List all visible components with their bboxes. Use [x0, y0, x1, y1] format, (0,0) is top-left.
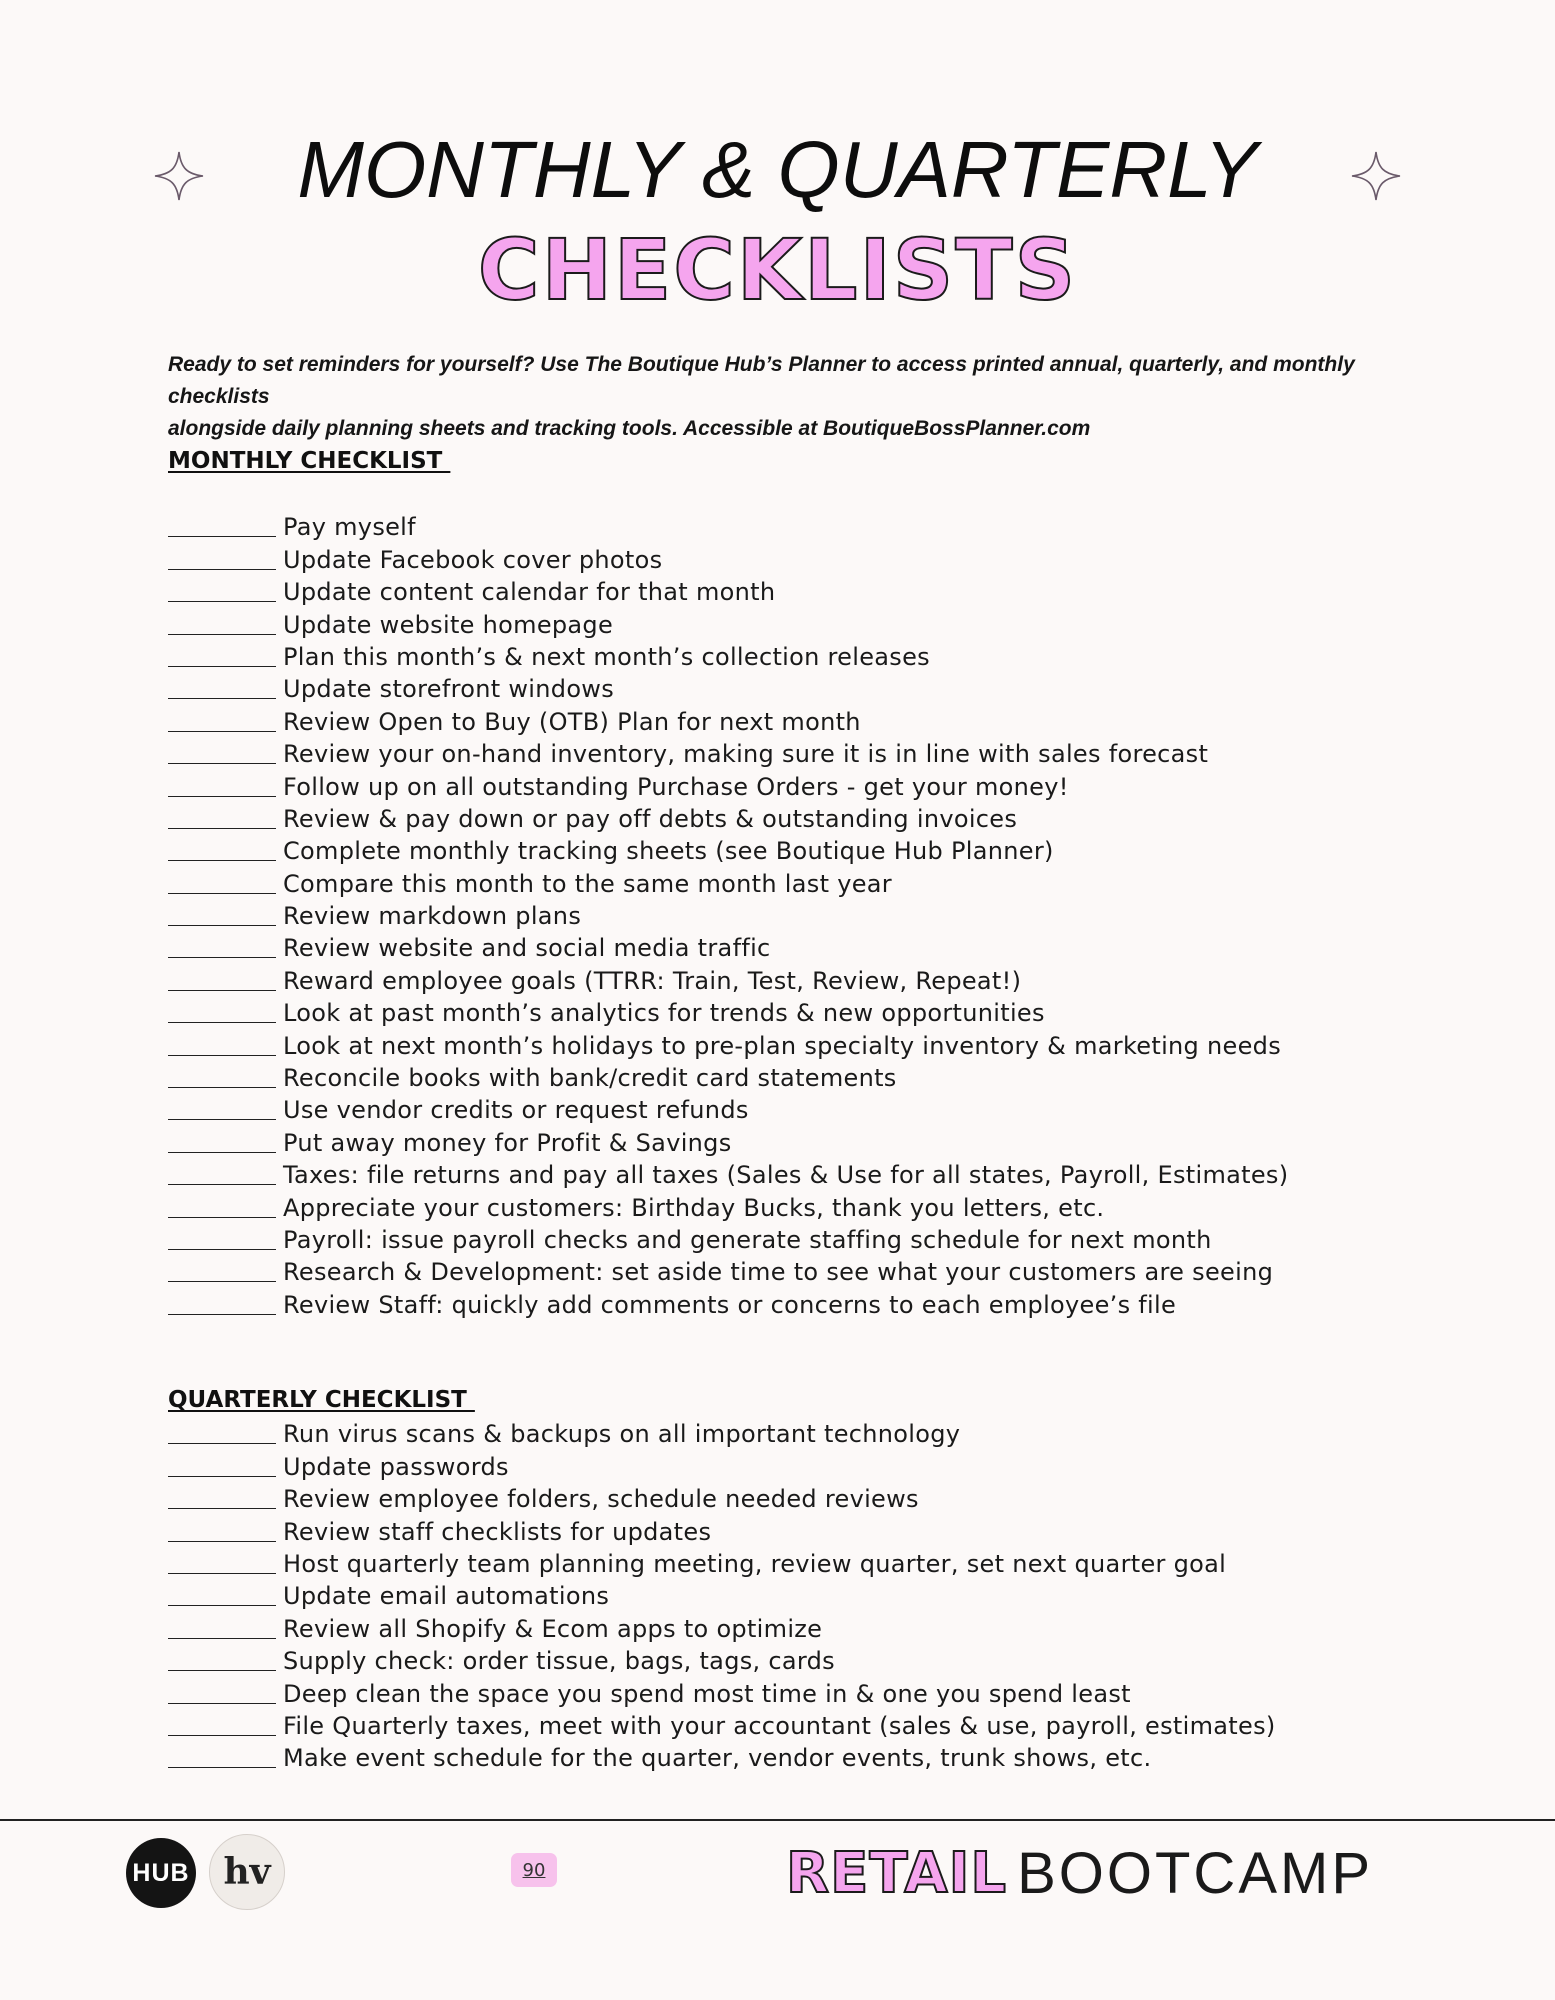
checklist-item-text: Put away money for Profit & Savings — [283, 1128, 732, 1157]
checkbox-blank-line[interactable] — [168, 762, 276, 764]
checklist-item-text: Follow up on all outstanding Purchase Orders - get your money! — [283, 772, 1069, 801]
checklist-item-text: Payroll: issue payroll checks and generate staffing schedule for next month — [283, 1225, 1212, 1254]
checklist-item — [168, 640, 1398, 672]
checkbox-blank-line[interactable] — [168, 924, 276, 926]
checkbox-blank-line[interactable] — [168, 989, 276, 991]
checkbox-blank-line[interactable] — [168, 730, 276, 732]
checkbox-blank-line[interactable] — [168, 1572, 276, 1574]
monthly-checklist-heading: MONTHLY CHECKLIST — [168, 448, 451, 474]
checklist-item-text: Update passwords — [283, 1452, 509, 1481]
brand-bootcamp: BOOTCAMP — [1017, 1840, 1374, 1906]
checkbox-blank-line[interactable] — [168, 1604, 276, 1606]
checklist-item — [168, 1741, 1398, 1773]
checklist-item-text: Make event schedule for the quarter, vendor events, trunk shows, etc. — [283, 1744, 1152, 1773]
checklist-item — [168, 1223, 1398, 1255]
checklist-item-text: Review Staff: quickly add comments or concerns to each employee’s file — [283, 1290, 1177, 1319]
checkbox-blank-line[interactable] — [168, 1669, 276, 1671]
checklist-item — [168, 1061, 1398, 1093]
checklist-item — [168, 1709, 1398, 1741]
checkbox-blank-line[interactable] — [168, 1702, 276, 1704]
checklist-item-text: File Quarterly taxes, meet with your accountant (sales & use, payroll, estimates) — [283, 1711, 1276, 1740]
checkbox-blank-line[interactable] — [168, 1151, 276, 1153]
checklist-item — [168, 737, 1398, 769]
checklist-item — [168, 672, 1398, 704]
checklist-item-text: Host quarterly team planning meeting, review quarter, set next quarter goal — [283, 1549, 1227, 1578]
checklist-item-text: Appreciate your customers: Birthday Bucks, thank you letters, etc. — [283, 1193, 1105, 1222]
checkbox-blank-line[interactable] — [168, 1054, 276, 1056]
checklist-item — [168, 1611, 1398, 1643]
brand-retail: RETAIL — [786, 1840, 1008, 1906]
checklist-item-text: Update content calendar for that month — [283, 578, 776, 607]
checklist-item-text: Review employee folders, schedule needed reviews — [283, 1485, 919, 1514]
checklist-item-text: Update storefront windows — [283, 675, 615, 704]
quarterly-checklist-heading: QUARTERLY CHECKLIST — [168, 1387, 475, 1413]
checklist-item — [168, 996, 1398, 1028]
checklist-item-text: Update Facebook cover photos — [283, 545, 663, 574]
checklist-item — [168, 607, 1398, 639]
checklist-item — [168, 769, 1398, 801]
checklist-item — [168, 899, 1398, 931]
checklist-item-text: Reconcile books with bank/credit card statements — [283, 1064, 897, 1093]
checklist-item-text: Compare this month to the same month last year — [283, 869, 892, 898]
checkbox-blank-line[interactable] — [168, 1637, 276, 1639]
checklist-item — [168, 1579, 1398, 1611]
checkbox-blank-line[interactable] — [168, 1475, 276, 1477]
checklist-item — [168, 575, 1398, 607]
checklist-item — [168, 1287, 1398, 1319]
checkbox-blank-line[interactable] — [168, 1183, 276, 1185]
checkbox-blank-line[interactable] — [168, 697, 276, 699]
page-number: 90 — [511, 1853, 557, 1887]
checklist-item-text: Review Open to Buy (OTB) Plan for next month — [283, 707, 861, 736]
checklist-item-text: Review markdown plans — [283, 902, 582, 931]
checklist-item — [168, 542, 1398, 574]
checklist-item-text: Deep clean the space you spend most time in & one you spend least — [283, 1679, 1131, 1708]
checkbox-blank-line[interactable] — [168, 892, 276, 894]
checklist-item-text: Review website and social media traffic — [283, 934, 771, 963]
checkbox-blank-line[interactable] — [168, 1540, 276, 1542]
checklist-item — [168, 866, 1398, 898]
checkbox-blank-line[interactable] — [168, 1118, 276, 1120]
checklist-item — [168, 1514, 1398, 1546]
checklist-item — [168, 1482, 1398, 1514]
intro-line: alongside daily planning sheets and tracking tools. Accessible at BoutiqueBossPlanner.com — [168, 417, 1091, 440]
checklist-item — [168, 1190, 1398, 1222]
checkbox-blank-line[interactable] — [168, 1216, 276, 1218]
checklist-item — [168, 802, 1398, 834]
checklist-item — [168, 704, 1398, 736]
checkbox-blank-line[interactable] — [168, 956, 276, 958]
checklist-item-text: Research & Development: set aside time to see what your customers are seeing — [283, 1258, 1274, 1287]
checklist-item-text: Look at next month’s holidays to pre-plan specialty inventory & marketing needs — [283, 1031, 1281, 1060]
checklist-item-text: Look at past month’s analytics for trends & new opportunities — [283, 999, 1045, 1028]
checklist-item-text: Run virus scans & backups on all important technology — [283, 1420, 961, 1449]
checklist-item-text: Update email automations — [283, 1582, 610, 1611]
checklist-item — [168, 1449, 1398, 1481]
quarterly-checklist — [168, 1417, 1398, 1773]
checklist-item-text: Review all Shopify & Ecom apps to optimize — [283, 1614, 823, 1643]
checkbox-blank-line[interactable] — [168, 633, 276, 635]
checkbox-blank-line[interactable] — [168, 535, 276, 537]
checklist-item-text: Reward employee goals (TTRR: Train, Test, Review, Repeat!) — [283, 966, 1022, 995]
checkbox-blank-line[interactable] — [168, 859, 276, 861]
checklist-item — [168, 931, 1398, 963]
intro-line: Ready to set reminders for yourself? Use The Boutique Hub’s Planner to access printed annual, quarterly, and monthly checklists — [168, 353, 1355, 408]
checkbox-blank-line[interactable] — [168, 1248, 276, 1250]
monthly-checklist — [168, 510, 1398, 1320]
page-title: MONTHLY & QUARTERLY — [297, 125, 1258, 214]
checkbox-blank-line[interactable] — [168, 795, 276, 797]
checklist-item — [168, 1158, 1398, 1190]
checkbox-blank-line[interactable] — [168, 1766, 276, 1768]
checkbox-blank-line[interactable] — [168, 568, 276, 570]
checklist-item — [168, 963, 1398, 995]
checkbox-blank-line[interactable] — [168, 600, 276, 602]
checklist-item-text: Review & pay down or pay off debts & outstanding invoices — [283, 804, 1018, 833]
checklist-item — [168, 1547, 1398, 1579]
checklist-item-text: Supply check: order tissue, bags, tags, cards — [283, 1647, 835, 1676]
checkbox-blank-line[interactable] — [168, 1021, 276, 1023]
checklist-item-text: Taxes: file returns and pay all taxes (Sales & Use for all states, Payroll, Estimates) — [283, 1161, 1289, 1190]
checkbox-blank-line[interactable] — [168, 1442, 276, 1444]
checkbox-blank-line[interactable] — [168, 1086, 276, 1088]
checklist-item — [168, 1255, 1398, 1287]
checkbox-blank-line[interactable] — [168, 1280, 276, 1282]
checkbox-blank-line[interactable] — [168, 1507, 276, 1509]
checklist-item — [168, 1028, 1398, 1060]
checklist-item — [168, 834, 1398, 866]
hv-logo: hv — [209, 1834, 285, 1910]
checklist-item-text: Update website homepage — [283, 610, 614, 639]
checkbox-blank-line[interactable] — [168, 1734, 276, 1736]
checklist-item — [168, 1676, 1398, 1708]
checklist-item — [168, 1093, 1398, 1125]
page-subtitle: CHECKLISTS — [477, 221, 1078, 319]
intro-text — [168, 349, 1368, 445]
checklist-item — [168, 1417, 1398, 1449]
checkbox-blank-line[interactable] — [168, 1313, 276, 1315]
checklist-item-text: Review your on-hand inventory, making sure it is in line with sales forecast — [283, 740, 1209, 769]
checklist-item-text: Review staff checklists for updates — [283, 1517, 712, 1546]
checklist-item — [168, 1644, 1398, 1676]
checklist-item-text: Complete monthly tracking sheets (see Boutique Hub Planner) — [283, 837, 1054, 866]
checkbox-blank-line[interactable] — [168, 665, 276, 667]
checklist-item — [168, 1125, 1398, 1157]
checklist-item-text: Plan this month’s & next month’s collection releases — [283, 642, 930, 671]
hub-logo: HUB — [126, 1838, 196, 1908]
checklist-item-text: Use vendor credits or request refunds — [283, 1096, 749, 1125]
checklist-item-text: Pay myself — [283, 513, 416, 542]
retail-bootcamp-brand — [786, 1838, 1373, 1908]
checklist-item — [168, 510, 1398, 542]
footer-divider — [0, 1819, 1555, 1821]
checkbox-blank-line[interactable] — [168, 827, 276, 829]
